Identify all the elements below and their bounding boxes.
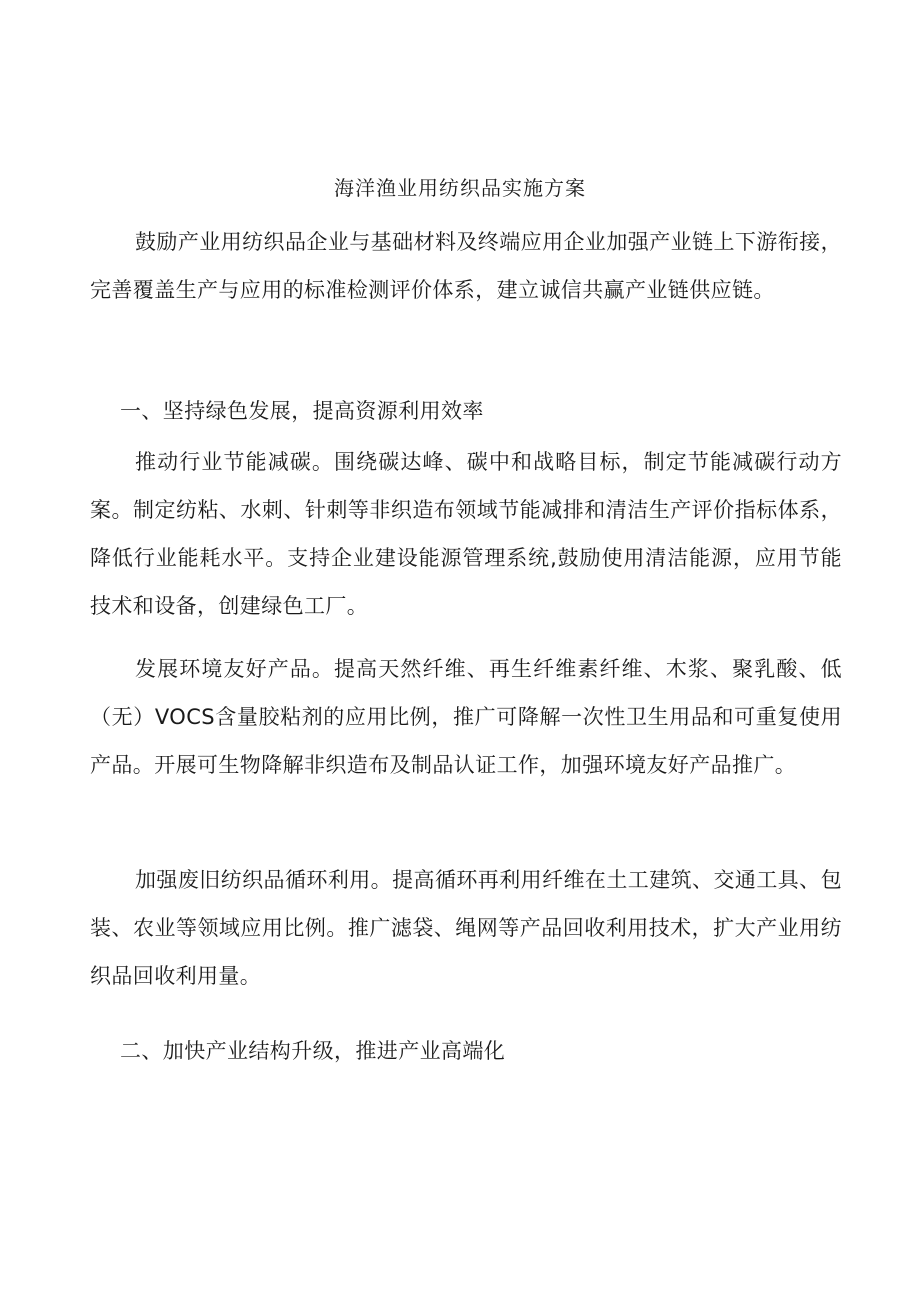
section-2-heading: 二、加快产业结构升级，推进产业高端化: [120, 1039, 506, 1063]
section-1-paragraph-2: 发展环境友好产品。提高天然纤维、再生纤维素纤维、木浆、聚乳酸、低（无）VOCS含量胶粘剂的应用比例，推广可降解一次性卫生用品和可重复使用产品。开展可生物降解非织造布及制品认证工作，加强环境友好产品推广。: [90, 657, 842, 777]
section-1-paragraph-1: 推动行业节能减碳。围绕碳达峰、碳中和战略目标，制定节能减碳行动方案。制定纺粘、水刺、针刺等非织造布领域节能减排和清洁生产评价指标体系，降低行业能耗水平。支持企业建设能源管理系统,鼓励使用清洁能源，应用节能技术和设备，创建绿色工厂。: [90, 450, 842, 618]
section-1-paragraph-3: 加强废旧纺织品循环利用。提高循环再利用纤维在土工建筑、交通工具、包装、农业等领域应用比例。推广滤袋、绳网等产品回收利用技术，扩大产业用纺织品回收利用量。: [90, 868, 842, 988]
section-1-heading: 一、坚持绿色发展，提高资源利用效率: [120, 399, 484, 423]
document-title: 海洋渔业用纺织品实施方案: [334, 176, 586, 200]
intro-paragraph: 鼓励产业用纺织品企业与基础材料及终端应用企业加强产业链上下游衔接，完善覆盖生产与应用的标准检测评价体系，建立诚信共赢产业链供应链。: [90, 230, 842, 302]
